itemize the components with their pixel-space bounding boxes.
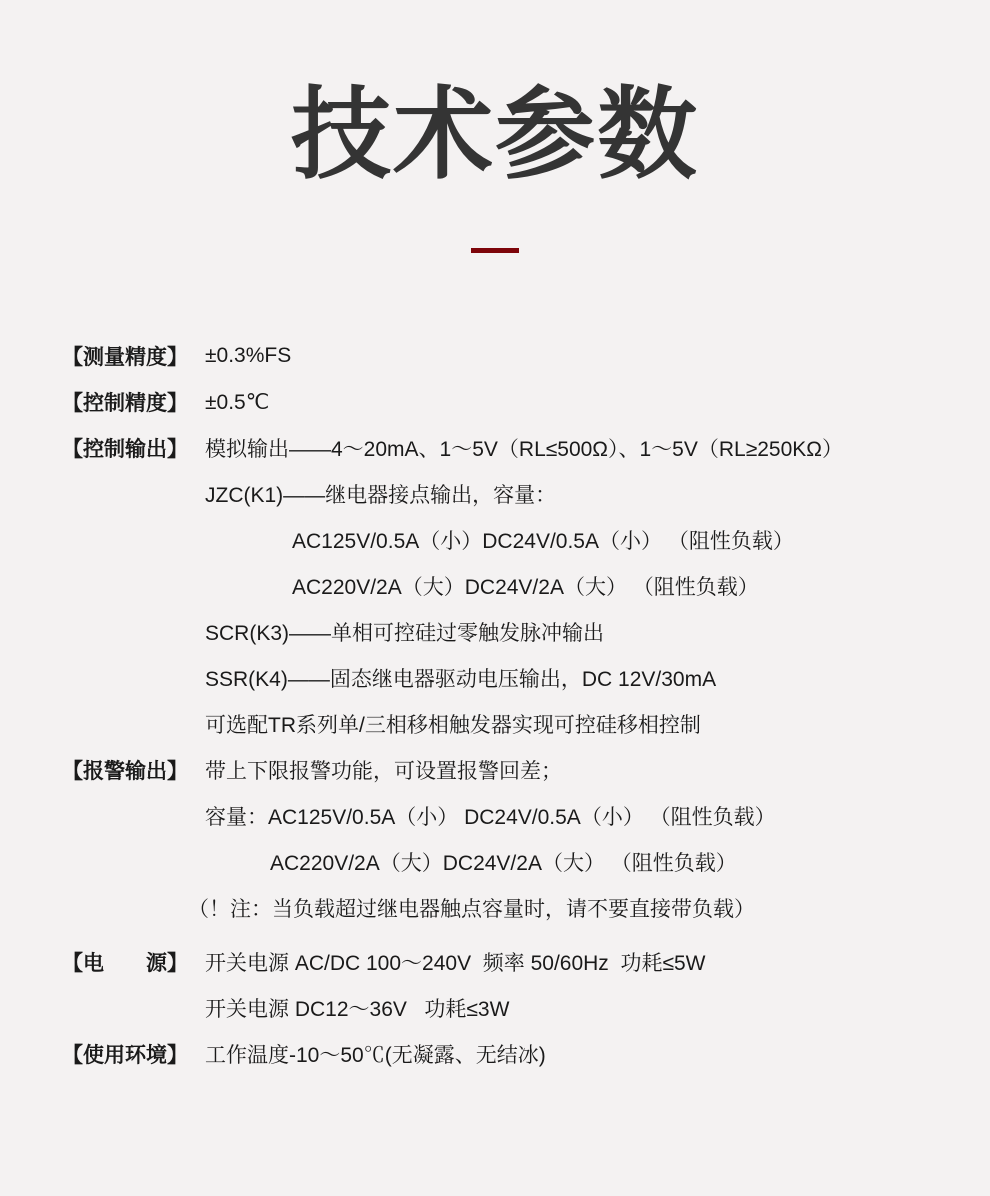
spec-value: SCR(K3)——单相可控硅过零触发脉冲输出 xyxy=(205,622,605,645)
spec-value: AC125V/0.5A（小）DC24V/0.5A（小） （阻性负载） xyxy=(292,530,794,553)
spec-value: 开关电源 AC/DC 100～240V 频率 50/60Hz 功耗≤5W xyxy=(205,952,706,975)
spec-row-power-ac xyxy=(62,939,970,985)
spec-value: ±0.3%FS xyxy=(205,344,292,367)
spec-value: SSR(K4)——固态继电器驱动电压输出，DC 12V/30mA xyxy=(205,668,717,691)
spec-row-alarm-output xyxy=(62,747,970,793)
spec-value: ±0.5℃ xyxy=(205,390,270,414)
spec-value: 带上下限报警功能，可设置报警回差； xyxy=(205,760,562,783)
spec-row-alarm-capacity-large xyxy=(62,839,970,885)
spec-label: 【电 源】 xyxy=(62,952,188,975)
spec-value: 开关电源 DC12～36V 功耗≤3W xyxy=(205,998,510,1021)
spec-value: 工作温度-10～50℃(无凝露、无结冰) xyxy=(205,1044,546,1067)
spec-row-jzc-output xyxy=(62,471,970,517)
spec-value: AC220V/2A（大）DC24V/2A（大） （阻性负载） xyxy=(270,852,737,875)
spec-row-control-accuracy xyxy=(62,379,970,425)
spec-row-scr-output xyxy=(62,609,970,655)
spec-row-alarm-capacity-small xyxy=(62,793,970,839)
spec-value: 容量：AC125V/0.5A（小） DC24V/0.5A（小） （阻性负载） xyxy=(205,806,776,829)
spec-row-tr-option xyxy=(62,701,970,747)
spec-row-power-dc xyxy=(62,985,970,1031)
spec-row-jzc-capacity-small xyxy=(62,517,970,563)
spec-row-alarm-note xyxy=(62,885,970,931)
spec-value: 模拟输出——4～20mA、1～5V（RL≤500Ω）、1～5V（RL≥250KΩ） xyxy=(205,438,843,461)
spec-value: （！注：当负载超过继电器触点容量时，请不要直接带负载） xyxy=(188,898,755,921)
spec-list xyxy=(0,333,990,1077)
spec-row-control-output xyxy=(62,425,970,471)
spec-label: 【测量精度】 xyxy=(62,346,188,369)
spec-label: 【使用环境】 xyxy=(62,1044,188,1067)
spec-row-environment xyxy=(62,1031,970,1077)
spec-label: 【控制精度】 xyxy=(62,392,188,415)
spec-label: 【报警输出】 xyxy=(62,760,188,783)
spec-row-measure-accuracy xyxy=(62,333,970,379)
title-divider xyxy=(471,248,519,253)
spec-value: JZC(K1)——继电器接点输出，容量： xyxy=(205,484,557,507)
spec-value: 可选配TR系列单/三相移相触发器实现可控硅移相控制 xyxy=(205,714,701,737)
spec-row-jzc-capacity-large xyxy=(62,563,970,609)
spec-value: AC220V/2A（大）DC24V/2A（大） （阻性负载） xyxy=(292,576,759,599)
spec-row-ssr-output xyxy=(62,655,970,701)
spec-label: 【控制输出】 xyxy=(62,438,188,461)
page-title: 技术参数 xyxy=(291,79,699,191)
